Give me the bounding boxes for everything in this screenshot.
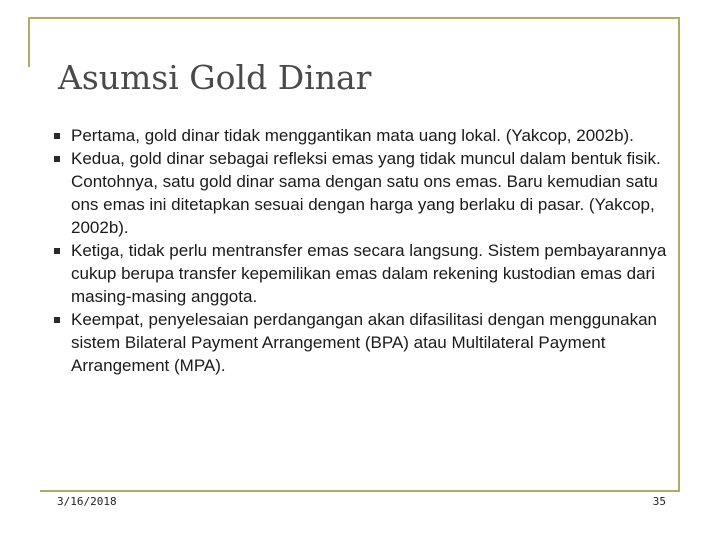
frame-line-top bbox=[28, 17, 680, 19]
footer-date: 3/16/2018 bbox=[57, 495, 117, 508]
slide-title: Asumsi Gold Dinar bbox=[58, 58, 372, 97]
bullet-item bbox=[54, 124, 674, 147]
bullet-item bbox=[54, 308, 674, 377]
bullet-item bbox=[54, 239, 674, 308]
bullet-text: Pertama, gold dinar tidak menggantikan mata uang lokal. (Yakcop, 2002b). bbox=[71, 126, 634, 145]
bullet-list bbox=[54, 124, 674, 377]
square-bullet-icon bbox=[54, 133, 60, 139]
frame-line-right bbox=[678, 17, 680, 492]
bullet-text: Kedua, gold dinar sebagai refleksi emas yang tidak muncul dalam bentuk fisik. Contohnya, satu gold dinar sama dengan satu ons emas. Baru kemudian satu ons emas ini ditetapkan sesuai dengan harga yang berlaku di pasar. (Yakcop, 2002b). bbox=[71, 149, 661, 237]
square-bullet-icon bbox=[54, 156, 60, 162]
frame-line-left bbox=[28, 17, 30, 67]
footer-page-number: 35 bbox=[652, 495, 666, 508]
bullet-text: Ketiga, tidak perlu mentransfer emas secara langsung. Sistem pembayarannya cukup berupa transfer kepemilikan emas dalam rekening kustodian emas dari masing-masing anggota. bbox=[71, 241, 667, 306]
bullet-item bbox=[54, 147, 674, 239]
frame-line-bottom bbox=[40, 490, 680, 492]
square-bullet-icon bbox=[54, 248, 60, 254]
bullet-text: Keempat, penyelesaian perdangangan akan difasilitasi dengan menggunakan sistem Bilateral Payment Arrangement (BPA) atau Multilateral Payment Arrangement (MPA). bbox=[71, 310, 657, 375]
square-bullet-icon bbox=[54, 317, 60, 323]
